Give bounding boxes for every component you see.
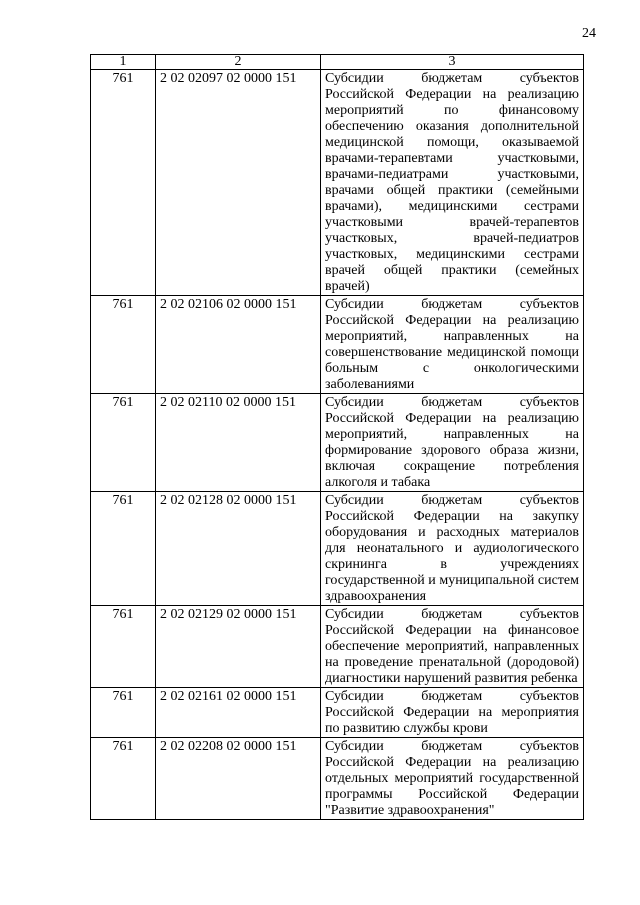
revenue-name-cell: Субсидии бюджетам субъектов Российской Федерации на реализацию мероприятий, направленных на формирование здорового образа жизни, включая сокращение потребления алкоголя и табака — [321, 394, 584, 492]
admin-code-cell: 761 — [91, 70, 156, 296]
admin-code-cell: 761 — [91, 394, 156, 492]
revenue-code-cell: 2 02 02097 02 0000 151 — [156, 70, 321, 296]
table-row — [91, 394, 584, 492]
table-row — [91, 688, 584, 738]
revenue-code-cell: 2 02 02208 02 0000 151 — [156, 738, 321, 820]
column-header-2: 2 — [156, 55, 321, 70]
revenue-code-cell: 2 02 02161 02 0000 151 — [156, 688, 321, 738]
column-header-3: 3 — [321, 55, 584, 70]
table-row — [91, 738, 584, 820]
page-number: 24 — [582, 26, 596, 41]
admin-code-cell: 761 — [91, 688, 156, 738]
table-row — [91, 296, 584, 394]
admin-code-cell: 761 — [91, 492, 156, 606]
revenue-name-cell: Субсидии бюджетам субъектов Российской Федерации на закупку оборудования и расходных материалов для неонатального и аудиологического скрининга в учреждениях государственной и муниципальной систем здравоохранения — [321, 492, 584, 606]
table-header-row — [91, 55, 584, 70]
admin-code-cell: 761 — [91, 606, 156, 688]
table-row — [91, 606, 584, 688]
revenue-code-cell: 2 02 02128 02 0000 151 — [156, 492, 321, 606]
budget-classification-table — [90, 54, 584, 820]
revenue-code-cell: 2 02 02110 02 0000 151 — [156, 394, 321, 492]
revenue-name-cell: Субсидии бюджетам субъектов Российской Федерации на реализацию мероприятий, направленных на совершенствование медицинской помощи больным с онкологическими заболеваниями — [321, 296, 584, 394]
admin-code-cell: 761 — [91, 738, 156, 820]
revenue-code-cell: 2 02 02129 02 0000 151 — [156, 606, 321, 688]
revenue-code-cell: 2 02 02106 02 0000 151 — [156, 296, 321, 394]
revenue-name-cell: Субсидии бюджетам субъектов Российской Федерации на мероприятия по развитию службы крови — [321, 688, 584, 738]
admin-code-cell: 761 — [91, 296, 156, 394]
table-row — [91, 70, 584, 296]
revenue-name-cell: Субсидии бюджетам субъектов Российской Федерации на реализацию отдельных мероприятий государственной программы Российской Федерации "Развитие здравоохранения" — [321, 738, 584, 820]
table-row — [91, 492, 584, 606]
revenue-name-cell: Субсидии бюджетам субъектов Российской Федерации на финансовое обеспечение мероприятий, направленных на проведение пренатальной (дородовой) диагностики нарушений развития ребенка — [321, 606, 584, 688]
revenue-name-cell: Субсидии бюджетам субъектов Российской Федерации на реализацию мероприятий по финансовому обеспечению оказания дополнительной медицинской помощи, оказываемой врачами-терапевтами участковыми, врачами-педиатрами участковыми, врачами общей практики (семейными врачами), медицинскими сестрами участковыми врачей-терапевтов участковых, врачей-педиатров участковых, медицинскими сестрами врачей общей практики (семейных врачей) — [321, 70, 584, 296]
column-header-1: 1 — [91, 55, 156, 70]
